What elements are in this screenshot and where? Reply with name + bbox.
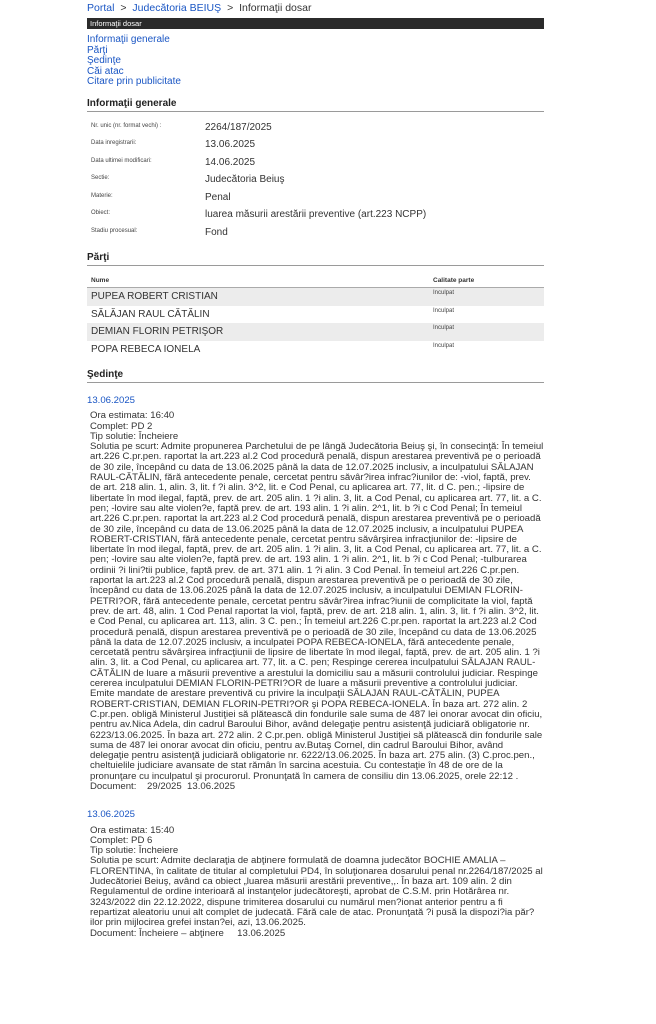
nav-link-citare[interactable]: Citare prin publicitate bbox=[87, 76, 181, 87]
party-name: DEMIAN FLORIN PETRIŞOR bbox=[91, 326, 224, 337]
party-role: Inculpat bbox=[433, 307, 455, 314]
info-label: Data inregistrarii: bbox=[91, 140, 137, 146]
nav-link-sedinte[interactable]: Şedinţe bbox=[87, 55, 121, 66]
nav-link-parti[interactable]: Părţi bbox=[87, 44, 108, 56]
table-row bbox=[87, 288, 544, 306]
table-row bbox=[87, 306, 544, 324]
info-value: Penal bbox=[205, 191, 231, 203]
parti-rows bbox=[87, 288, 544, 358]
info-row bbox=[87, 122, 544, 140]
session-document: Document: 29/2025 13.06.2025 bbox=[90, 780, 236, 792]
session-panel: Complet: PD 2 bbox=[90, 420, 153, 432]
session-time: Ora estimata: 16:40 bbox=[90, 410, 175, 422]
party-name: PUPEA ROBERT CRISTIAN bbox=[91, 291, 218, 302]
session-date: 13.06.2025 bbox=[87, 395, 136, 406]
breadcrumb-court-link[interactable]: Judecătoria BEIUŞ bbox=[132, 2, 222, 14]
session-summary: Solutia pe scurt: Admite declaraţia de abţinere formulată de doamna judecător BOCHIE AMALIA – FLORENTINA, în calitate de titular al completului PD4, în soluţionarea dosarului penal nr.2264/187/2025 al Judecătoriei Beiuş, având ca obiect „luarea măsurii arestării preventive,,. În baza art. 109 alin. 2 din Regulamentul de ordine interioară al instanţelor judecătoreşti, aprobat de C.S.M. prin Hotărârea nr. 3243/2022 din 22.12.2022, dispune trimiterea dosarului cu numărul men?ionat anterior pentru a fi repartizat aleatoriu unui alt complet de judecată. Fără cale de atac. Pronunţată ?i pusă la dispozi?ia păr?ilor prin mijlocirea grefei instan?ei, azi, 13.06.2025. bbox=[90, 855, 543, 929]
info-row bbox=[87, 174, 544, 192]
breadcrumb-separator: > bbox=[120, 2, 127, 14]
info-value: Judecătoria Beiuş bbox=[205, 174, 285, 185]
party-role: Inculpat bbox=[433, 325, 455, 331]
info-value: 14.06.2025 bbox=[205, 156, 256, 168]
session-entry bbox=[87, 396, 544, 792]
info-label: Stadiu procesual: bbox=[91, 227, 138, 234]
info-row bbox=[87, 139, 544, 157]
session-panel: Complet: PD 6 bbox=[90, 834, 153, 846]
col-header-role: Calitate parte bbox=[433, 277, 475, 284]
nav-link-cai-atac[interactable]: Căi atac bbox=[87, 65, 124, 77]
session-entry bbox=[87, 810, 544, 939]
breadcrumb-current: Informaţii dosar bbox=[239, 2, 312, 14]
party-name: SĂLĂJAN RAUL CĂTĂLIN bbox=[91, 308, 210, 320]
info-label: Sectie: bbox=[91, 175, 110, 181]
session-body bbox=[87, 411, 544, 792]
nav-link-general[interactable]: Informaţii generale bbox=[87, 34, 170, 45]
parti-table bbox=[87, 277, 544, 358]
section-title-bar: Informaţii dosar bbox=[87, 18, 544, 29]
info-label: Data ultimei modificari: bbox=[91, 157, 152, 164]
session-document: Document: Încheiere – abţinere 13.06.2025 bbox=[90, 927, 286, 939]
party-role: Inculpat bbox=[433, 290, 455, 296]
session-solution-type: Tip solutie: Încheiere bbox=[90, 845, 179, 857]
parti-table-header bbox=[87, 277, 544, 288]
info-value: 2264/187/2025 bbox=[205, 121, 272, 133]
info-row bbox=[87, 192, 544, 210]
session-solution-type: Tip solutie: Încheiere bbox=[90, 430, 179, 442]
info-row bbox=[87, 209, 544, 227]
breadcrumb-portal-link[interactable]: Portal bbox=[87, 2, 115, 14]
table-row bbox=[87, 341, 544, 359]
info-value: luarea măsurii arestării preventive (art.223 NCPP) bbox=[205, 209, 427, 220]
session-summary: Solutia pe scurt: Admite propunerea Parchetului de pe lângă Judecătoria Beiuş şi, în consecinţă: În temeiul art.226 C.pr.pen. raportat la art.223 al.2 Cod procedură penală, dispun arestarea preventivă pe o perioadă de 30 zile, începând cu data de 13.06.2025 până la data de 12.07.2025 inclusiv, a inculpatului SĂLAJAN RAUL-CĂTĂLIN, fără antecedente penale, cercetat pentru săvâr?irea infrac?iunilor de: -viol, faptă, prev. de art. 218 alin. 1, alin. 3, lit. f ?i alin. 3^2, lit. e Cod Penal, cu aplicarea art. 77, lit. d C. pen.; -lipsire de libertate în mod ilegal, faptă, prev. de art. 205 alin. 1 ?i alin. 3, lit. a Cod Penal, cu aplicarea art. 77, lit. a C. pen; -lovire sau alte violen?e, faptă prev. de art. 193 alin. 1 ?i alin. 2^1, lit. b ?i c Cod Penal; În temeiul art.226 C.pr.pen. raportat la art.223 al.2 Cod procedură penală, dispun arestarea preventivă pe o perioadă de 30 zile, începând cu data de 13.06.2025 până la data de 12.07.2025 inclusiv, a inculpatului PUPEA ROBERT-CRISTIAN, fără antecedente penale, cercetat pentru săvârşirea infracţiunilor de: -lipsire de libertate în mod ilegal, faptă, prev. de art. 205 alin. 1 ?i alin. 3, lit. a Cod Penal, cu aplicarea art. 77, lit. a C. pen; -lovire sau alte violen?e, faptă prev. de art. 193 alin. 1 ?i alin. 2^1, lit. b ?i c Cod Penal; -tulburarea ordinii ?i lini?tii publice, faptă prev. de art. 371 alin. 1 ?i alin. 3 Cod Penal. În temeiul art.226 C.pr.pen. raportat la art.223 al.2 Cod procedură penală, dispun arestarea preventivă pe o perioadă de 30 zile, începând cu data de 13.06.2025 până la data de 12.07.2025 inclusiv, a inculpatului DEMIAN FLORIN-PETRI?OR, fără antecedente penale, cercetat pentru săvâr?irea infrac?iunii de complicitate la viol, faptă prev. de art. 48, alin. 1 Cod Penal raportat la viol, faptă, prev. de art. 218 alin. 1, alin. 3, lit. f ?i alin. 3^2, lit. e Cod Penal, cu aplicarea art. 113, alin. 3 C. pen.; În temeiul art.226 C.pr.pen. raportat la art.223 al.2 Cod procedură penală, dispun arestarea preventivă pe o perioadă de 30 zile, începând cu data de 13.06.2025 până la data de 12.07.2025 inclusiv, a inculpatei POPA REBECA-IONELA, fără antecedente penale, cercetată pentru săvârşirea infracţiunii de lipsire de libertate în mod ilegal, faptă, prev. de art. 205 alin. 1 ?i alin. 3, lit. a Cod Penal, cu aplicarea art. 77, lit. a C. pen; Respinge cererea inculpatului SĂLAJAN RAUL-CĂTĂLIN de luare a măsurii preventive a arestului la domiciliu sau a măsurii controlului judiciar. Respinge cererea inculpatului DEMIAN FLORIN-PETRI?OR de luare a măsurii preventive a controlului judiciar. Emite mandate de arestare preventivă cu privire la inculpaţii SĂLAJAN RAUL-CĂTĂLIN, PUPEA ROBERT-CRISTIAN, DEMIAN FLORIN-PETRI?OR şi POPA REBECA-IONELA. În baza art. 272 alin. 2 C.pr.pen. obligă Ministerul Justiţiei să plătească din fondurile sale suma de 487 lei onorar avocat din oficiu, pentru av.Nica Adela, din cadrul Baroului Bihor, având delegaţie pentru asistenţă judiciară obligatorie nr. 6223/13.06.2025. În baza art. 272 alin. 2 C.pr.pen. obligă Ministerul Justiţiei să plătească din fondurile sale suma de 487 lei onorar avocat din oficiu, pentru av.Butaş Cornel, din cadrul Baroului Bihor, având delegaţie pentru asistenţă judiciară obligatorie nr. 6222/13.06.2025. În baza art. 275 alin. (3) C.proc.pen., cheltuielile judiciare avansate de stat rămân în sarcina acestuia. Cu contestaţie în 48 de ore de la pronunţare cu inculpatul şi procurorul. Pronunţată în camera de consiliu din 13.06.2025, orele 22:12 . bbox=[90, 441, 544, 782]
info-value: 13.06.2025 bbox=[205, 139, 256, 150]
breadcrumb-separator: > bbox=[227, 2, 234, 14]
info-value: Fond bbox=[205, 226, 228, 238]
session-date: 13.06.2025 bbox=[87, 809, 136, 821]
info-label: Obiect: bbox=[91, 210, 111, 216]
general-info-table bbox=[87, 122, 544, 245]
session-time: Ora estimata: 15:40 bbox=[90, 824, 175, 836]
info-row bbox=[87, 157, 544, 175]
info-label: Materie: bbox=[91, 192, 113, 199]
party-role: Inculpat bbox=[433, 342, 455, 349]
parti-heading: Părţi bbox=[87, 252, 544, 266]
sedinte-heading: Şedinţe bbox=[87, 369, 544, 383]
col-header-name: Nume bbox=[91, 277, 110, 284]
info-label: Nr. unic (nr. format vechi) : bbox=[91, 122, 162, 129]
section-nav bbox=[87, 35, 544, 88]
party-name: POPA REBECA IONELA bbox=[91, 343, 201, 355]
general-heading: Informaţii generale bbox=[87, 98, 544, 112]
breadcrumb bbox=[87, 0, 544, 16]
table-row bbox=[87, 323, 544, 341]
session-body bbox=[87, 826, 544, 939]
info-row bbox=[87, 227, 544, 245]
